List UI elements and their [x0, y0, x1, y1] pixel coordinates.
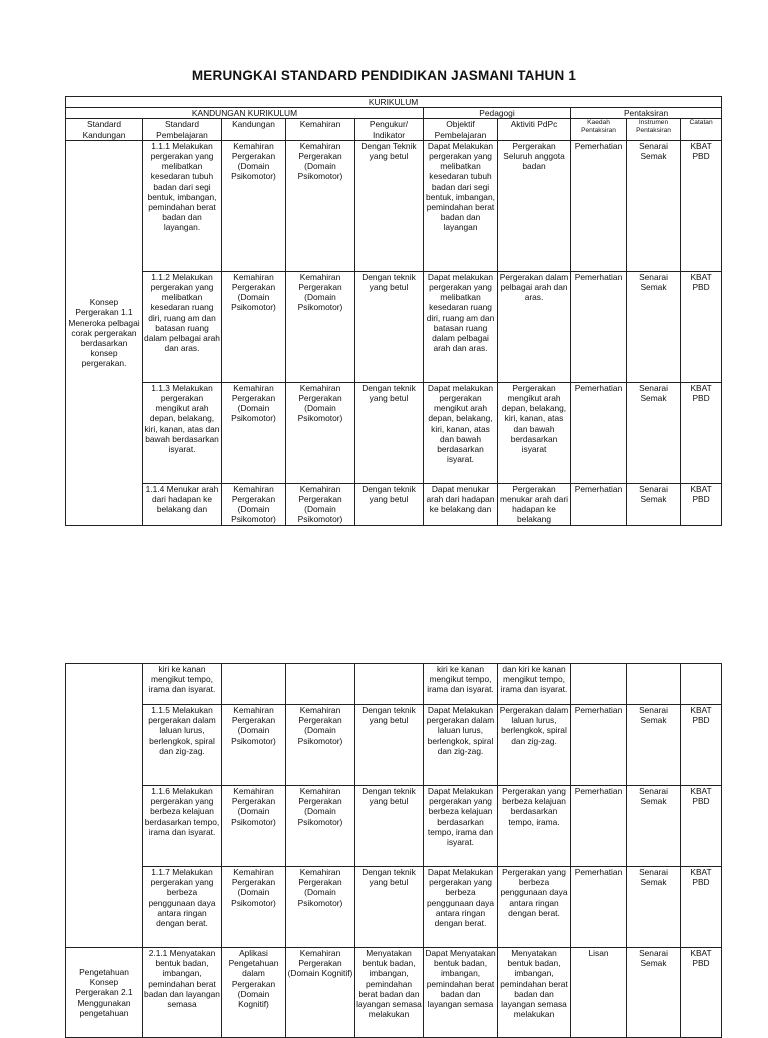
cell-pengukur: Dengan teknik yang betul — [355, 867, 424, 948]
cell-kaedah: Pemerhatian — [571, 140, 627, 271]
curriculum-table-top — [65, 96, 722, 526]
table-row — [66, 664, 722, 705]
cell-catatan: KBAT PBD — [681, 948, 722, 1038]
col-header: Kaedah Pentaksiran — [571, 119, 627, 140]
cell-aktiviti: Pergerakan dalam pelbagai arah dan aras. — [498, 271, 571, 382]
cell-catatan: KBAT PBD — [681, 867, 722, 948]
cell-kaedah: Pemerhatian — [571, 705, 627, 786]
cell-instrumen: Senarai Semak — [627, 867, 681, 948]
cell-catatan: KBAT PBD — [681, 786, 722, 867]
cell-instrumen — [627, 664, 681, 705]
cell-standard-pembelajaran: kiri ke kanan mengikut tempo, irama dan isyarat. — [143, 664, 222, 705]
header-kandungan-kurikulum: KANDUNGAN KURIKULUM — [66, 108, 424, 119]
page-title: MERUNGKAI STANDARD PENDIDIKAN JASMANI TAHUN 1 — [191, 68, 577, 83]
cell-kandungan: Kemahiran Pergerakan (Domain Psikomotor) — [222, 382, 286, 483]
cell-pengukur: Dengan teknik yang betul — [355, 271, 424, 382]
cell-kaedah: Pemerhatian — [571, 271, 627, 382]
table-row — [66, 705, 722, 786]
cell-standard-pembelajaran: 1.1.7 Melakukan pergerakan yang berbeza penggunaan daya antara ringan dengan berat. — [143, 867, 222, 948]
cell-catatan — [681, 664, 722, 705]
cell-objektif: Dapat Melakukan pergerakan yang berbeza kelajuan berdasarkan tempo, irama dan isyarat. — [424, 786, 498, 867]
cell-instrumen: Senarai Semak — [627, 140, 681, 271]
col-header: Standard Pembelajaran — [143, 119, 222, 140]
col-header: Catatan — [681, 119, 722, 140]
standard-kandungan-cell: Pengetahuan Konsep Pergerakan 2.1 Menggunakan pengetahuan — [66, 948, 143, 1038]
cell-objektif: Dapat menukar arah dari hadapan ke belakang dan — [424, 483, 498, 525]
cell-aktiviti: Pergerakan dalam laluan lurus, berlengkok, spiral dan zig-zag. — [498, 705, 571, 786]
cell-pengukur: Dengan teknik yang betul — [355, 483, 424, 525]
curriculum-table-continued — [65, 663, 722, 1038]
cell-kaedah: Pemerhatian — [571, 483, 627, 525]
cell-kemahiran: Kemahiran Pergerakan (Domain Psikomotor) — [286, 786, 355, 867]
cell-kandungan — [222, 664, 286, 705]
cell-catatan: KBAT PBD — [681, 483, 722, 525]
table-row — [66, 786, 722, 867]
cell-standard-pembelajaran: 1.1.6 Melakukan pergerakan yang berbeza kelajuan berdasarkan tempo, irama dan isyarat. — [143, 786, 222, 867]
cell-pengukur: Menyatakan bentuk badan, imbangan, pemindahan berat badan dan layangan semasa melakukan — [355, 948, 424, 1038]
col-header: Standard Kandungan — [66, 119, 143, 140]
cell-kaedah: Pemerhatian — [571, 786, 627, 867]
table-row — [66, 382, 722, 483]
cell-pengukur: Dengan Teknik yang betul — [355, 140, 424, 271]
table-row — [66, 271, 722, 382]
cell-kandungan: Kemahiran Pergerakan (Domain Psikomotor) — [222, 140, 286, 271]
cell-kaedah: Pemerhatian — [571, 867, 627, 948]
cell-kandungan: Kemahiran Pergerakan (Domain Psikomotor) — [222, 867, 286, 948]
cell-aktiviti: Pergerakan menukar arah dari hadapan ke belakang — [498, 483, 571, 525]
cell-standard-pembelajaran: 2.1.1 Menyatakan bentuk badan, imbangan, pemindahan berat badan dan layangan semasa — [143, 948, 222, 1038]
cell-aktiviti: dan kiri ke kanan mengikut tempo, irama dan isyarat. — [498, 664, 571, 705]
cell-standard-pembelajaran: 1.1.4 Menukar arah dari hadapan ke belakang dan — [143, 483, 222, 525]
cell-kaedah: Lisan — [571, 948, 627, 1038]
header-kurikulum: KURIKULUM — [66, 97, 722, 108]
cell-standard-pembelajaran: 1.1.3 Melakukan pergerakan mengikut arah depan, belakang, kiri, kanan, atas dan bawah berdasarkan isyarat. — [143, 382, 222, 483]
cell-objektif: Dapat Melakukan pergerakan dalam laluan lurus, berlengkok, spiral dan zig-zag. — [424, 705, 498, 786]
col-header: Aktiviti PdPc — [498, 119, 571, 140]
cell-kandungan: Kemahiran Pergerakan (Domain Psikomotor) — [222, 786, 286, 867]
cell-objektif: kiri ke kanan mengikut tempo, irama dan isyarat. — [424, 664, 498, 705]
cell-catatan: KBAT PBD — [681, 382, 722, 483]
cell-instrumen: Senarai Semak — [627, 483, 681, 525]
cell-pengukur: Dengan teknik yang betul — [355, 705, 424, 786]
standard-kandungan-cell — [66, 664, 143, 948]
cell-objektif: Dapat melakukan pergerakan yang melibatkan kesedaran ruang diri, ruang am dan batasan ruang dalam pelbagai arah dan aras. — [424, 271, 498, 382]
cell-kandungan: Kemahiran Pergerakan (Domain Psikomotor) — [222, 483, 286, 525]
cell-aktiviti: Pergerakan yang berbeza kelajuan berdasarkan tempo, irama. — [498, 786, 571, 867]
cell-kemahiran: Kemahiran Pergerakan (Domain Kognitif) — [286, 948, 355, 1038]
cell-kemahiran: Kemahiran Pergerakan (Domain Psikomotor) — [286, 271, 355, 382]
cell-kemahiran: Kemahiran Pergerakan (Domain Psikomotor) — [286, 483, 355, 525]
cell-kaedah: Pemerhatian — [571, 382, 627, 483]
cell-standard-pembelajaran: 1.1.2 Melakukan pergerakan yang melibatkan kesedaran ruang diri, ruang am dan batasan ruang dalam pelbagai arah dan aras. — [143, 271, 222, 382]
col-header: Objektif Pembelajaran — [424, 119, 498, 140]
header-pentaksiran: Pentaksiran — [571, 108, 722, 119]
table-row — [66, 140, 722, 271]
cell-catatan: KBAT PBD — [681, 140, 722, 271]
cell-instrumen: Senarai Semak — [627, 948, 681, 1038]
cell-kemahiran — [286, 664, 355, 705]
col-header: Pengukur/ Indikator — [355, 119, 424, 140]
cell-kemahiran: Kemahiran Pergerakan (Domain Psikomotor) — [286, 867, 355, 948]
cell-objektif: Dapat Melakukan pergerakan yang melibatkan kesedaran tubuh badan dari segi bentuk, imbangan, pemindahan berat badan dan layangan — [424, 140, 498, 271]
col-header: Kandungan — [222, 119, 286, 140]
cell-catatan: KBAT PBD — [681, 705, 722, 786]
cell-aktiviti: Pergerakan yang berbeza penggunaan daya antara ringan dengan berat. — [498, 867, 571, 948]
cell-kaedah — [571, 664, 627, 705]
col-header: Instrumen Pentaksiran — [627, 119, 681, 140]
cell-pengukur: Dengan teknik yang betul — [355, 786, 424, 867]
cell-aktiviti: Menyatakan bentuk badan, imbangan, pemindahan berat badan dan layangan semasa melakukan — [498, 948, 571, 1038]
cell-objektif: Dapat Menyatakan bentuk badan, imbangan, pemindahan berat badan dan layangan semasa — [424, 948, 498, 1038]
header-pedagogi: Pedagogi — [424, 108, 571, 119]
cell-pengukur: Dengan teknik yang betul — [355, 382, 424, 483]
table-row — [66, 483, 722, 525]
cell-instrumen: Senarai Semak — [627, 705, 681, 786]
cell-instrumen: Senarai Semak — [627, 271, 681, 382]
cell-objektif: Dapat Melakukan pergerakan yang berbeza penggunaan daya antara ringan dengan berat. — [424, 867, 498, 948]
cell-pengukur — [355, 664, 424, 705]
cell-kandungan: Kemahiran Pergerakan (Domain Psikomotor) — [222, 271, 286, 382]
cell-catatan: KBAT PBD — [681, 271, 722, 382]
cell-kemahiran: Kemahiran Pergerakan (Domain Psikomotor) — [286, 705, 355, 786]
col-header: Kemahiran — [286, 119, 355, 140]
cell-kemahiran: Kemahiran Pergerakan (Domain Psikomotor) — [286, 382, 355, 483]
standard-kandungan-cell: Konsep Pergerakan 1.1 Meneroka pelbagai corak pergerakan berdasarkan konsep pergerakan. — [66, 140, 143, 525]
cell-standard-pembelajaran: 1.1.5 Melakukan pergerakan dalam laluan lurus, berlengkok, spiral dan zig-zag. — [143, 705, 222, 786]
cell-objektif: Dapat melakukan pergerakan mengikut arah depan, belakang, kiri, kanan, atas dan bawah berdasarkan isyarat. — [424, 382, 498, 483]
table-row — [66, 867, 722, 948]
cell-aktiviti: Pergerakan mengikut arah depan, belakang, kiri, kanan, atas dan bawah berdasarkan isyarat — [498, 382, 571, 483]
cell-kemahiran: Kemahiran Pergerakan (Domain Psikomotor) — [286, 140, 355, 271]
cell-standard-pembelajaran: 1.1.1 Melakukan pergerakan yang melibatkan kesedaran tubuh badan dari segi bentuk, imbangan, pemindahan berat badan dan layangan. — [143, 140, 222, 271]
cell-kandungan: Aplikasi Pengetahuan dalam Pergerakan (Domain Kognitif) — [222, 948, 286, 1038]
cell-kandungan: Kemahiran Pergerakan (Domain Psikomotor) — [222, 705, 286, 786]
cell-aktiviti: Pergerakan Seluruh anggota badan — [498, 140, 571, 271]
table-row — [66, 948, 722, 1038]
cell-instrumen: Senarai Semak — [627, 382, 681, 483]
cell-instrumen: Senarai Semak — [627, 786, 681, 867]
